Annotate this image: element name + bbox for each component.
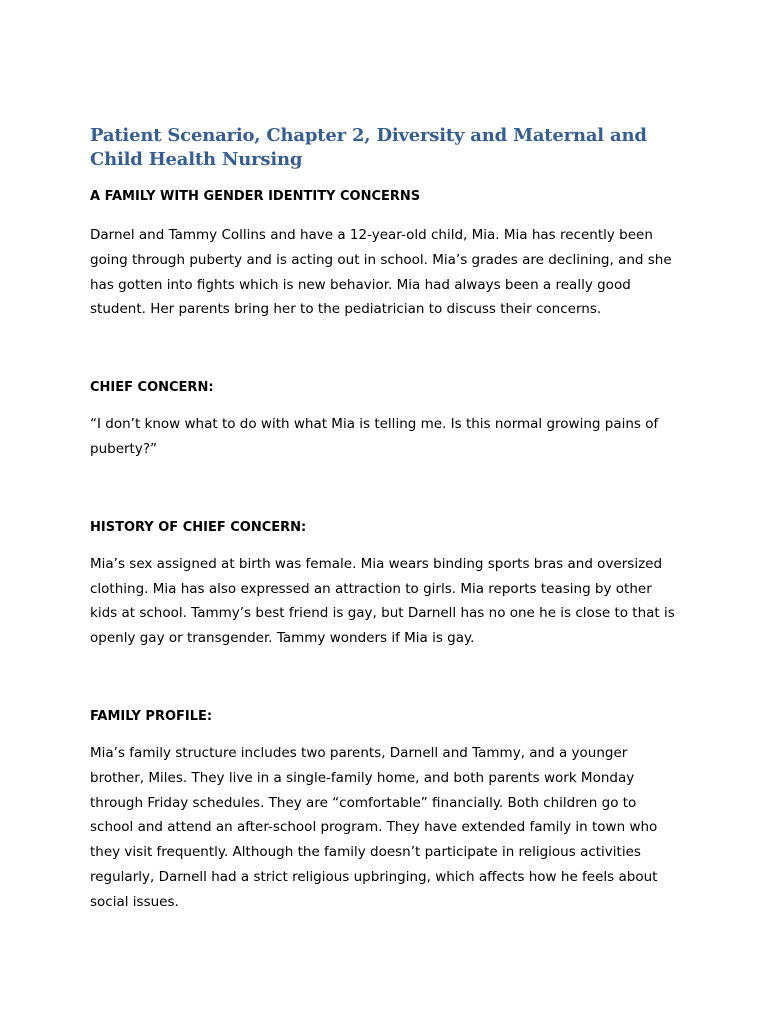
chief-concern-heading: CHIEF CONCERN: (90, 380, 214, 396)
intro-paragraph: Darnel and Tammy Collins and have a 12-year-old child, Mia. Mia has recently been going through puberty and is acting out in school. Mia’s grades are declining, and she has gotten into fights which is new behavior. Mia had always been a really good student. Her parents bring her to the pediatrician to discuss their concerns. (90, 227, 672, 318)
family-profile-text: Mia’s family structure includes two parents, Darnell and Tammy, and a younger brother, Miles. They live in a single-family home, and both parents work Monday through Friday schedules. They are “comfortable” financially. Both children go to school and attend an after-school program. They have extended family in town who they visit frequently. Although the family doesn’t participate in religious activities regularly, Darnell had a strict religious upbringing, which affects how he feels about social issues. (90, 744, 658, 910)
document-title: Patient Scenario, Chapter 2, Diversity and Maternal and Child Health Nursing (90, 125, 647, 170)
chief-concern-text: “I don’t know what to do with what Mia is telling me. Is this normal growing pains of puberty?” (90, 416, 659, 457)
history-of-chief-concern-heading: HISTORY OF CHIEF CONCERN: (90, 519, 307, 535)
family-profile-heading: FAMILY PROFILE: (90, 708, 213, 724)
scenario-subtitle: A FAMILY WITH GENDER IDENTITY CONCERNS (90, 189, 421, 204)
document-content (90, 124, 682, 915)
history-of-chief-concern-text: Mia’s sex assigned at birth was female. Mia wears binding sports bras and oversized clothing. Mia has also expressed an attraction to girls. Mia reports teasing by other kids at school. Tammy’s best friend is gay, but Darnell has no one he is close to that is openly gay or transgender. Tammy wonders if Mia is gay. (90, 555, 675, 647)
